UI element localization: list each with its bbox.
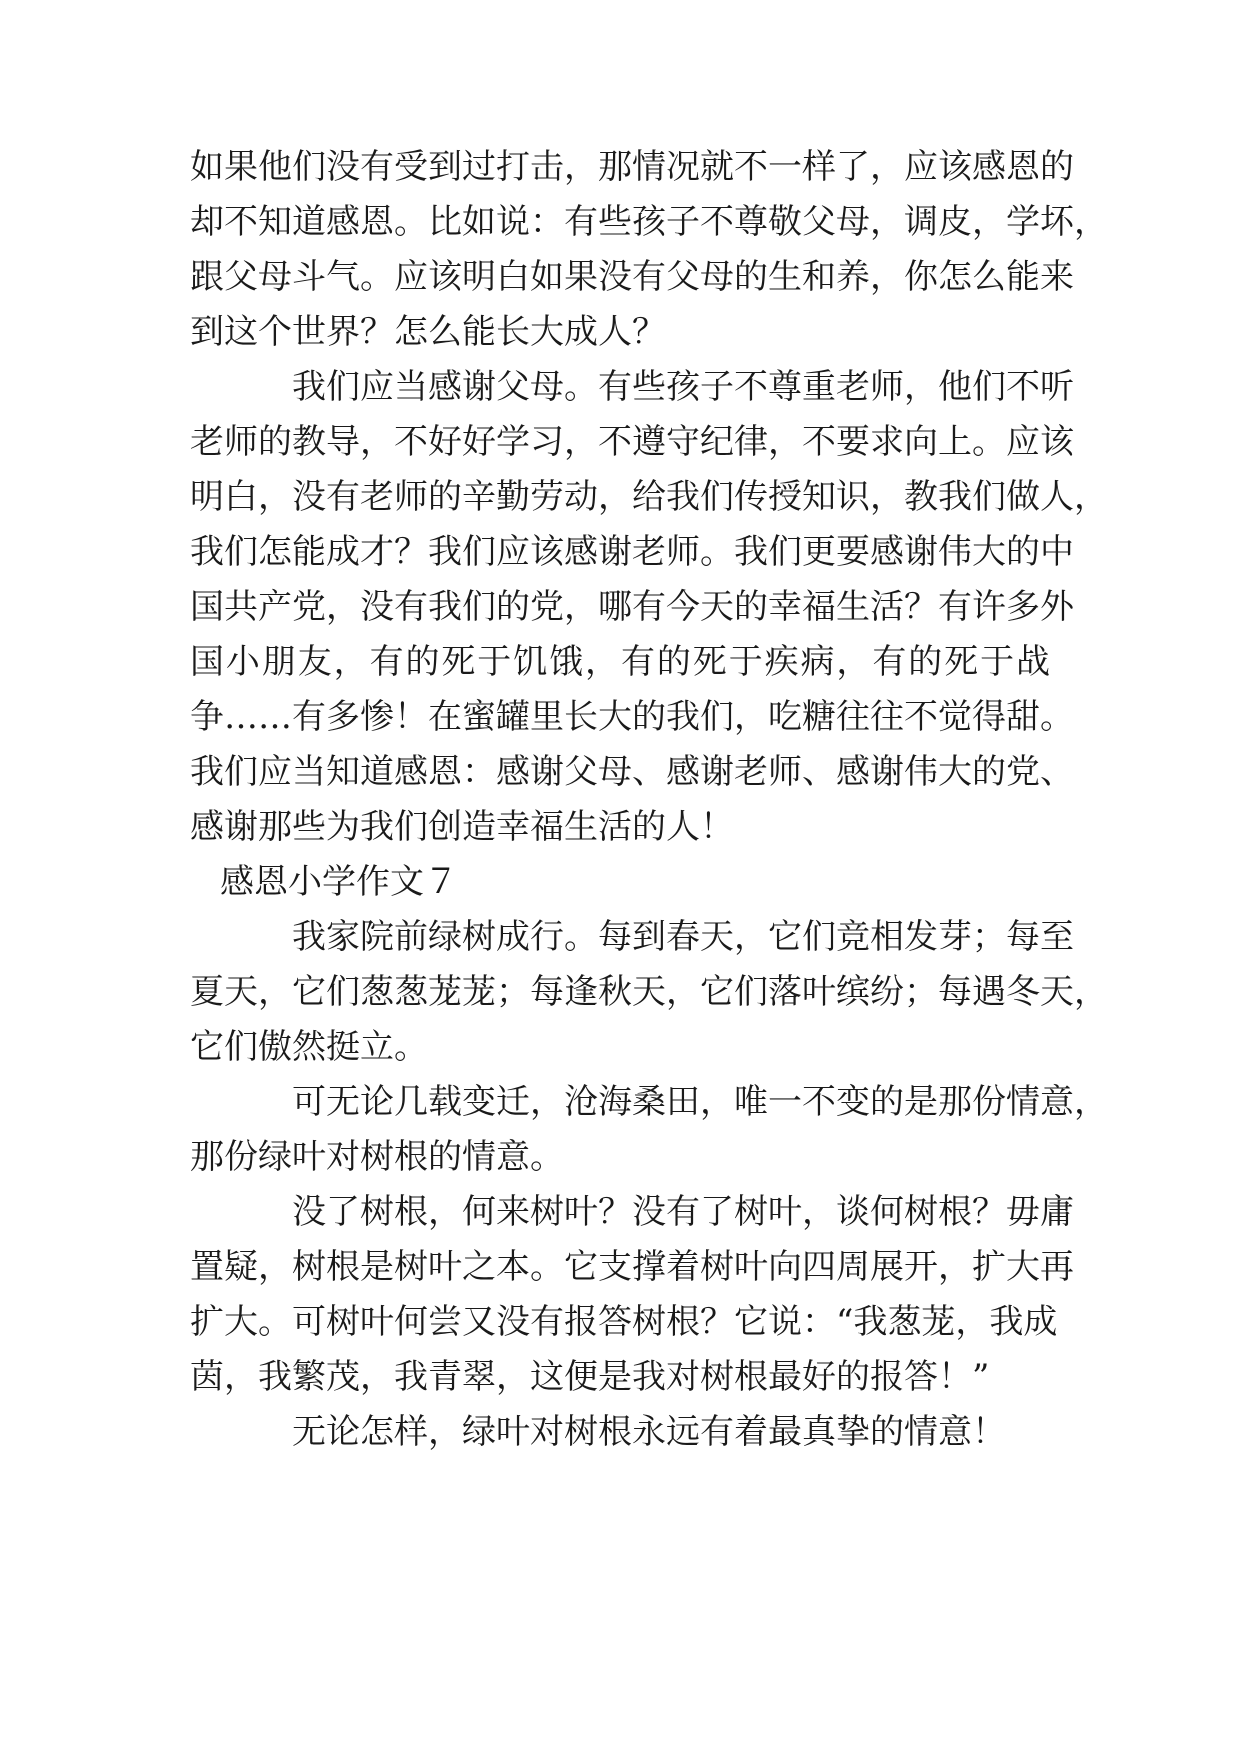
text-line: 我们应当感谢父母。有些孩子不尊重老师，他们不听 [292,367,1074,407]
text-line: 无论怎样，绿叶对树根永远有着最真挚的情意！ [292,1412,1006,1452]
text-line: 扩大。可树叶何尝又没有报答树根？它说：“我葱茏，我成 [190,1302,1058,1342]
text-line: 争……有多惨！在蜜罐里长大的我们，吃糖往往不觉得甜。 [190,697,1074,737]
text-line: 国小朋友，有的死于饥饿，有的死于疾病，有的死于战 [190,642,1050,682]
text-line: 置疑，树根是树叶之本。它支撑着树叶向四周展开，扩大再 [190,1247,1074,1287]
text-line: 我们怎能成才？我们应该感谢老师。我们更要感谢伟大的中 [190,532,1074,572]
text-line: 可无论几载变迁，沧海桑田，唯一不变的是那份情意， [292,1082,1108,1122]
text-line: 那份绿叶对树根的情意。 [190,1137,564,1177]
text-line: 我们应当知道感恩：感谢父母、感谢老师、感谢伟大的党、 [190,752,1074,792]
section-heading: 感恩小学作文７ [220,862,458,902]
text-line: 明白，没有老师的辛勤劳动，给我们传授知识，教我们做人， [190,477,1108,517]
text-line: 感谢那些为我们创造幸福生活的人！ [190,807,734,847]
text-line: 没了树根，何来树叶？没有了树叶，谈何树根？毋庸 [292,1192,1074,1232]
text-line: 如果他们没有受到过打击，那情况就不一样了，应该感恩的 [190,147,1074,187]
text-line: 到这个世界？怎么能长大成人？ [190,312,666,352]
text-line: 我家院前绿树成行。每到春天，它们竞相发芽；每至 [292,917,1074,957]
text-line: 夏天，它们葱葱茏茏；每逢秋天，它们落叶缤纷；每遇冬天， [190,972,1108,1012]
text-line: 茵，我繁茂，我青翠，这便是我对树根最好的报答！” [190,1357,990,1397]
text-line: 国共产党，没有我们的党，哪有今天的幸福生活？有许多外 [190,587,1074,627]
text-line: 却不知道感恩。比如说：有些孩子不尊敬父母，调皮，学坏， [190,202,1108,242]
text-line: 老师的教导，不好好学习，不遵守纪律，不要求向上。应该 [190,422,1074,462]
text-line: 跟父母斗气。应该明白如果没有父母的生和养，你怎么能来 [190,257,1074,297]
text-line: 它们傲然挺立。 [190,1027,428,1067]
